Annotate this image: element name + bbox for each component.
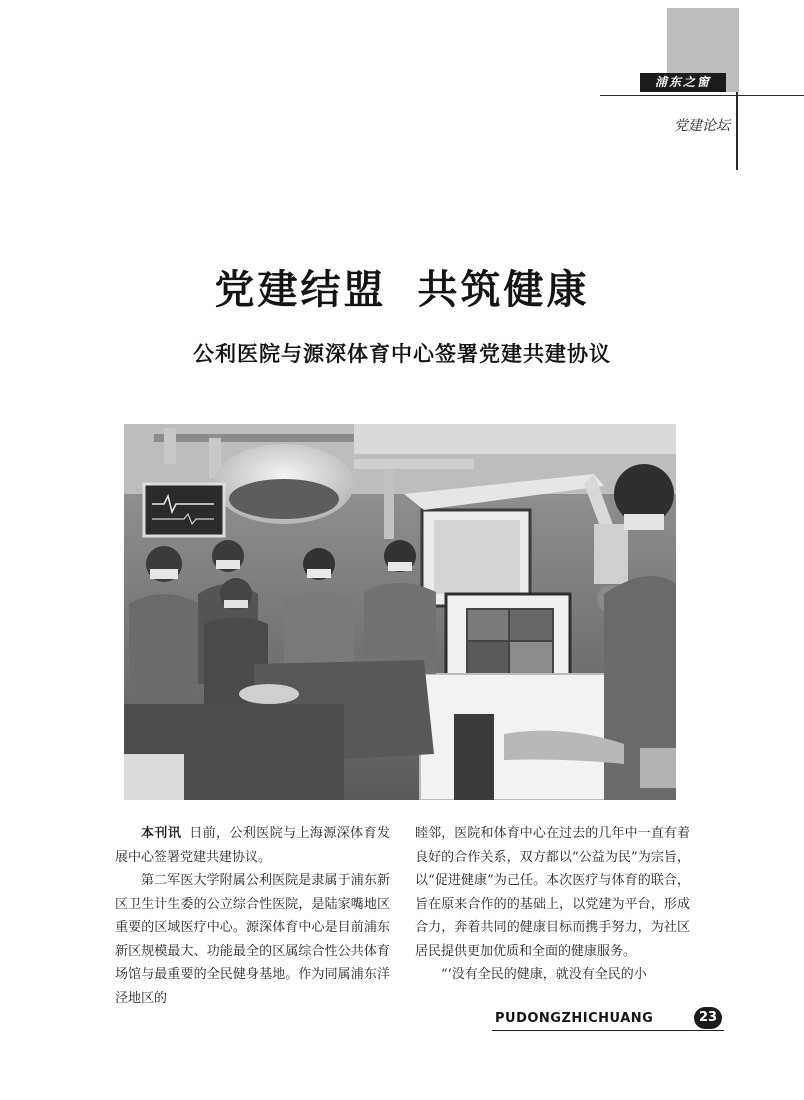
lead-text: 日前，公利医院与上海源深体育发展中心签署党建共建协议。: [115, 826, 390, 865]
magazine-brand-tag: 浦东之窗: [640, 73, 726, 92]
lead-tag: 本刊讯: [141, 826, 182, 841]
body-paragraph: “‘没有全民的健康，就没有全民的小: [441, 967, 647, 982]
footer-brand: PUDONGZHICHUANG: [495, 1011, 654, 1026]
header-vertical-rule: [736, 92, 738, 170]
section-label: 党建论坛: [674, 118, 730, 134]
body-paragraph: 第二军医大学附属公利医院是隶属于浦东新区卫生计生委的公立综合性医院，是陆家嘴地区重要的区域医疗中心。源深体育中心是目前浦东新区规模最大、功能最全的区属综合性公共体育场馆与最重要的全民健身基地。作为同属浦东洋泾地区的: [115, 873, 390, 1006]
header-horizontal-rule: [600, 95, 804, 96]
article-column-left: [115, 822, 390, 1010]
body-paragraph-continued: 睦邻，医院和体育中心在过去的几年中一直有着良好的合作关系，双方都以“公益为民”为宗旨，以“促进健康”为己任。本次医疗与体育的联合，旨在原来合作的的基础上，以党建为平台，形成合力，奔着共同的健康目标而携手努力，为社区居民提供更加优质和全面的健康服务。: [415, 826, 690, 959]
article-column-right: [415, 822, 690, 987]
article-subtitle: 公利医院与源深体育中心签署党建共建协议: [193, 341, 611, 366]
surgery-photo: [124, 424, 676, 800]
article-title: 党建结盟 共筑健康: [214, 267, 590, 313]
lead-paragraph: [115, 822, 390, 869]
footer-rule: [492, 1030, 724, 1031]
page-number: 23: [694, 1007, 722, 1029]
